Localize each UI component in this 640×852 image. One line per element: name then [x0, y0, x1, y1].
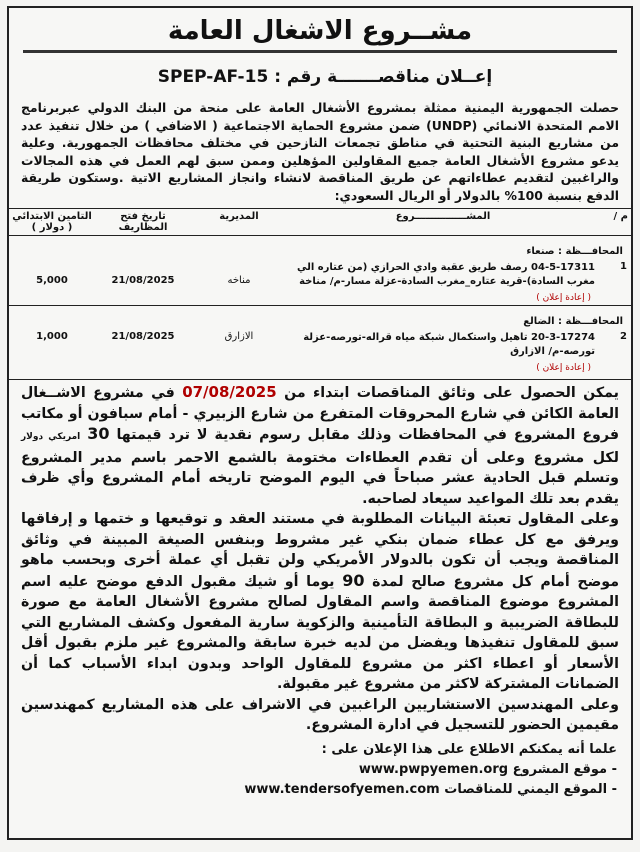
documents-text-a: يمكن الحصول على وثائق المناقصات ابتداء من: [284, 385, 619, 401]
site-link-row: [23, 780, 617, 800]
guarantee-text-b: يوما أو شيك مقبول الدفع موضح عليه اسم المشروع موضوع المناقصة واسم المقاول لصالح مشروع الأشغال العامة مع صورة للبطاقة الضريبية و البطاقة التأمينية والزكوية سارية المفعول وكشف المشاريع التي سبق للمقاول تنفيذها ويفضل من لديه خبرة سابقة والمشروع غير ملزم بقبول أقل الأسعار أو اعطاء اكثر من مشروع للمقاول الواحد وبدون ابداء الأسباب كما أن الضمانات المشتركة لاكثر من مشروع غير مقبولة.: [21, 573, 619, 692]
row-no: 1: [620, 261, 627, 272]
conditions-text: [9, 380, 631, 736]
row-project-code: 20-3-17274: [531, 332, 595, 343]
row-no: 2: [620, 331, 627, 342]
row-date: 21/08/2025: [111, 331, 175, 342]
title-divider: [23, 50, 617, 53]
paragraph-engineers: وعلى المهندسين الاستشاريين الراغبين في الاشراف على هذه المشاريع كمهندسين مقيمين الحضور للتسجيل في ادارة المشروع.: [21, 696, 619, 733]
row-district: مناخه: [227, 275, 251, 286]
table-row: [9, 329, 631, 361]
page-title: مشــروع الاشغال العامة: [167, 16, 473, 46]
site2-url[interactable]: www.tendersofyemen.com: [244, 781, 440, 797]
col-header-project: المشـــــــــــــــروع: [287, 209, 599, 236]
row-project-name: رصف طريق عقبة وادي الحرازي (من عتاره الي مغرب السادة)-قرية عتاره_مغرب السادة-عزلة مسار-م/ مناخة: [296, 262, 595, 287]
footer-intro: علما أنه يمكنكم الاطلاع على هذا الإعلان على :: [321, 741, 617, 757]
fee-unit: امريكي دولار: [21, 432, 81, 442]
reannounce-tag: ( إعادة إعلان ): [536, 363, 591, 373]
site1-url[interactable]: www.pwpyemen.org: [358, 761, 509, 777]
site-link-row: [23, 760, 617, 780]
row-project: [287, 259, 599, 291]
fee-amount: 30: [87, 424, 110, 443]
row-district: الازارق: [224, 331, 254, 342]
table-row: [9, 259, 631, 291]
reannounce-tag: ( إعادة إعلان ): [536, 293, 591, 303]
site1-label: - موقع المشروع: [512, 761, 617, 777]
site2-label: - الموقع اليمني للمناقصات: [444, 781, 617, 797]
paragraph-documents: [21, 382, 619, 509]
row-project: [287, 329, 599, 361]
governorate-label: المحافـــظة : صنعاء: [526, 246, 623, 257]
row-amount: 1,000: [36, 331, 68, 342]
announcement-label: إعــلان مناقصـــــــة رقم :: [274, 67, 493, 87]
tender-reference: [9, 67, 631, 87]
col-header-guarantee: التامين الابتدائي ( دولار ): [9, 209, 95, 236]
announcement-code: SPEP-AF-15: [157, 67, 269, 87]
start-date: 07/08/2025: [182, 383, 277, 401]
col-header-no: م /: [599, 209, 631, 236]
intro-paragraph: حصلت الجمهورية اليمنية ممثلة بمشروع الأشغال العامة على منحة من البنك الدولي عبربرنامج الامم المتحدة الانمائي (UNDP) ضمن مشروع الحماية الاجتماعية ( الاضافي ) من خلال تنفيذ عدد من مشاريع البنية التحتية في مناطق تجمعات النازحين في مختلف محافظات الجمهورية. وعلية يدعو مشروع الأشغال العامة جميع المقاولين المؤهلين وممن سبق لهم العمل في هذه المجالات والراغبين لتقديم عطاءاتهم عن طريق المناقصة لانشاء وانجاز المشاريع الاتية .وستكون طريقة الدفع بنسبة 100% بالدولار أو الريال السعودي:: [21, 100, 620, 203]
guarantee-text-a: وعلى المقاول تعبئة البيانات المطلوبة في مستند العقد و توقيعها و ختمها و إرفاقها ويرفق مع كل عطاء ضمان بنكي غير مشروط وبنفس الصيغة المبينة في وثائق المناقصة ويجب أن تكون بالدولار الأمريكي ولن تقبل أي عملة أخرى وبحسب ماهو موضح أمام كل مشروع صالح لمدة: [21, 511, 619, 590]
announcement-page: [7, 6, 633, 840]
documents-text-c: لكل مشروع وعلى أن تقدم العطاءات مختومة بالشمع الاحمر باسم مدير المشروع وتسلم قبل الحادية عشر صباحاً في اليوم الموضح تاريخه أمام المشروع وأي ظرف يقدم بعد تلك المواعيد سيعاد لصاحبه.: [21, 449, 619, 507]
governorate-label: المحافـــظة : الضالع: [523, 316, 623, 327]
paragraph-guarantee: [21, 509, 619, 695]
projects-table: [9, 208, 631, 380]
row-project-code: 04-5-17311: [531, 262, 595, 273]
documents-text-b: في مشروع الاشــغال العامة الكائن في شارع المحروقات المتفرع من شارع الزبيري - أمام سبافون أو مكاتب فروع المشروع في المحافظات وذلك مقابل رسوم نقدية لا ترد قيمتها: [21, 385, 619, 443]
row-project-name: تاهيل واستكمال شبكة مياه قراله-تورصه-عزلة تورصه-م/ الازارق: [303, 332, 595, 357]
row-date: 21/08/2025: [111, 275, 175, 286]
col-header-district: المديرية: [191, 209, 287, 236]
col-header-open-date: تاريخ فتح المظاريف: [95, 209, 191, 236]
validity-days: 90: [342, 570, 365, 590]
row-amount: 5,000: [36, 275, 68, 286]
footer-links: [9, 736, 631, 800]
